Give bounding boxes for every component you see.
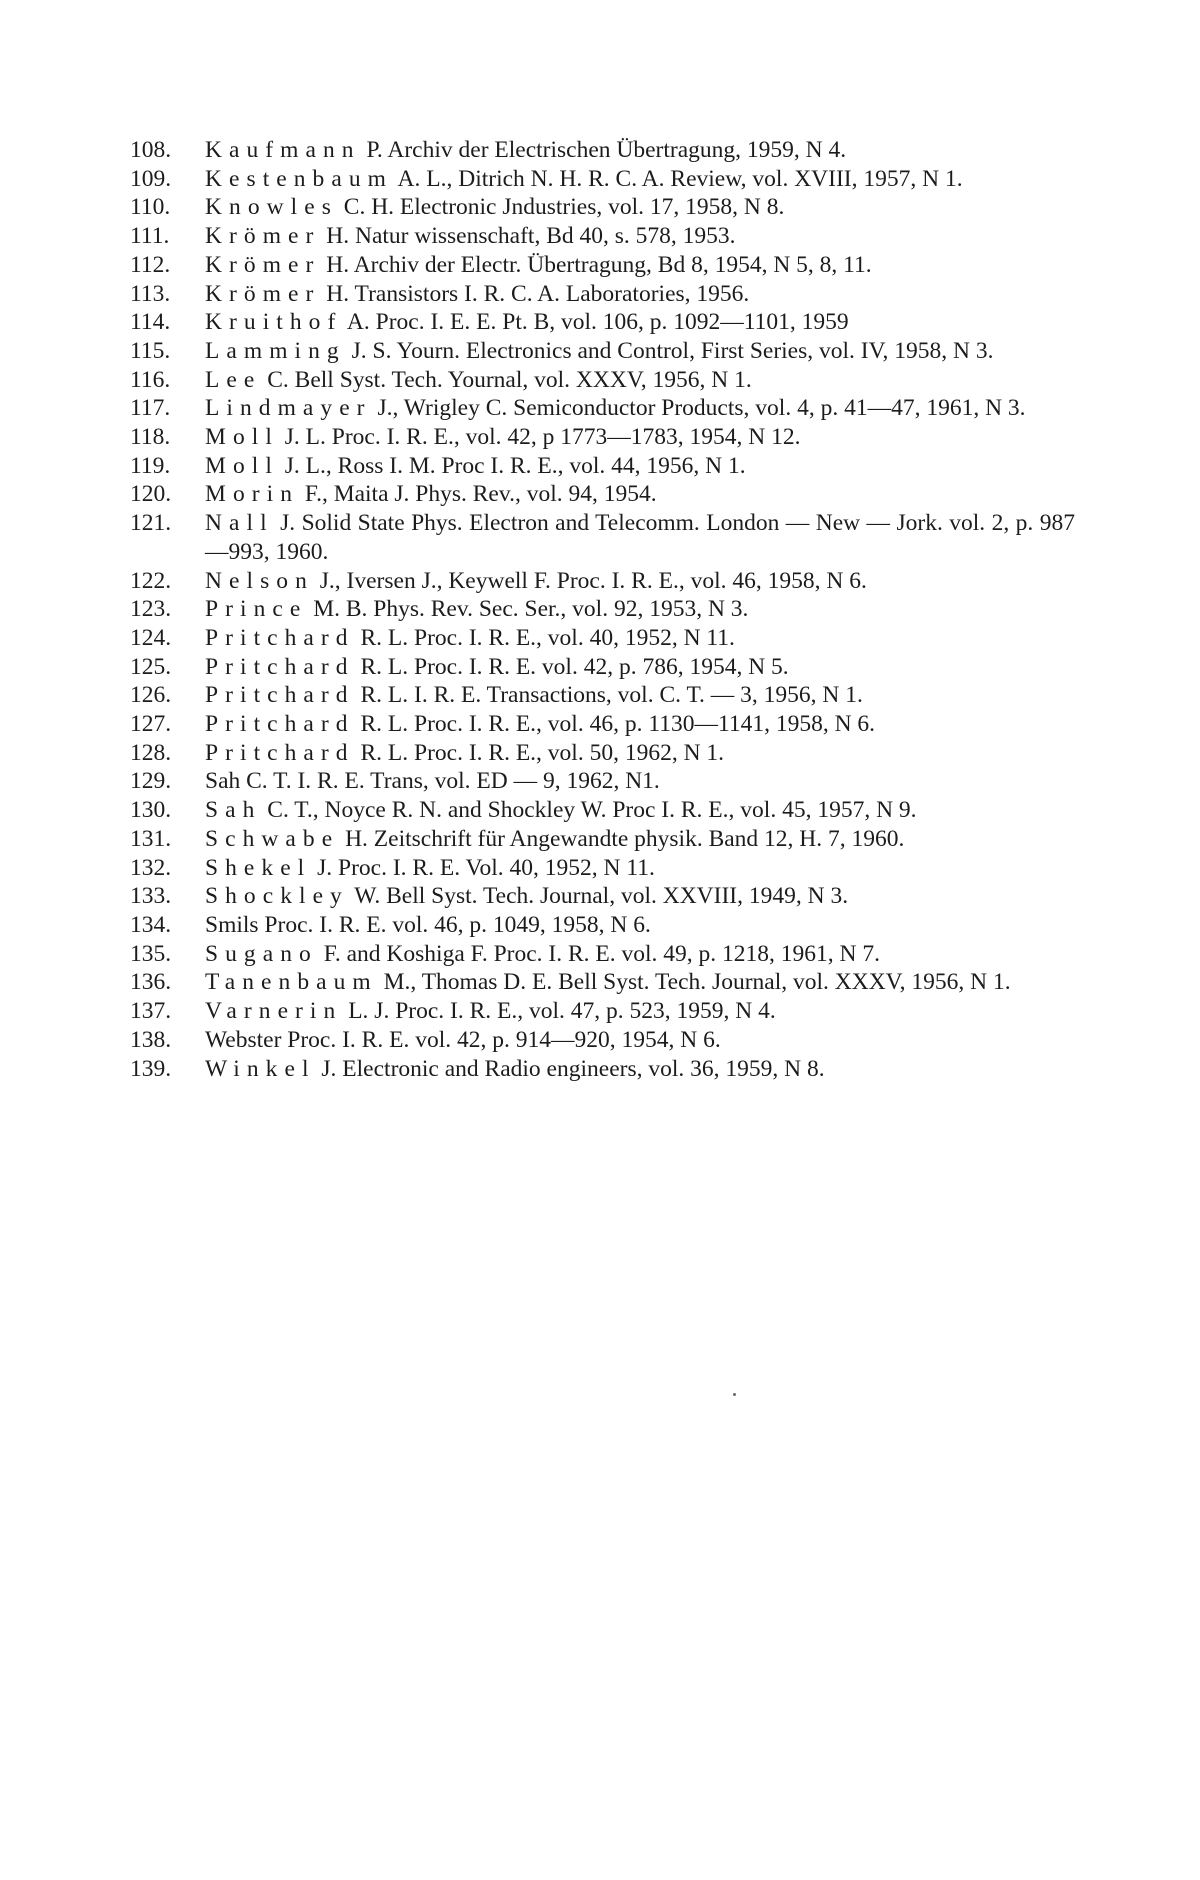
reference-details: R. L. Proc. I. R. E., vol. 40, 1952, N 11. [354,624,735,651]
reference-text [205,940,1075,969]
reference-number: 130. [130,797,172,824]
reference-author: Pritchard [205,682,355,709]
reference-item [130,681,1075,710]
reference-number: 139. [130,1055,172,1082]
reference-details: H. Natur wissenschaft, Bd 40, s. 578, 1953. [320,223,736,250]
reference-item [130,136,1075,165]
reference-number: 138. [130,1026,172,1053]
reference-text [205,567,1075,596]
reference-number: 136. [130,969,172,996]
reference-number: 117. [130,395,171,422]
reference-author: Kruithof [205,309,343,336]
reference-text [205,1055,1075,1084]
reference-item [130,480,1075,509]
reference-item [130,165,1075,194]
reference-item [130,767,1075,796]
reference-details: Smils Proc. I. R. E. vol. 46, p. 1049, 1958, N 6. [205,911,651,938]
reference-text [205,825,1075,854]
reference-item [130,796,1075,825]
reference-author: Shekel [205,854,312,881]
reference-details: P. Archiv der Electrischen Übertragung, 1959, N 4. [360,137,847,163]
reference-number: 122. [130,567,172,594]
reference-author: Varnerin [205,998,343,1025]
reference-item [130,1055,1075,1084]
reference-number: 121. [130,510,172,537]
reference-author: Pritchard [205,711,355,738]
reference-text [205,710,1075,739]
reference-item [130,423,1075,452]
reference-author: Schwabe [205,825,340,852]
reference-author: Nall [205,510,274,537]
reference-author: Krömer [205,251,321,278]
reference-number: 119. [130,452,171,479]
reference-number: 128. [130,739,172,766]
reference-item [130,968,1075,997]
reference-author: Lindmayer [205,395,372,422]
reference-text [205,280,1075,309]
reference-item [130,997,1075,1026]
reference-details: L. J. Proc. I. R. E., vol. 47, p. 523, 1959, N 4. [342,998,776,1025]
reference-details: C. H. Electronic Jndustries, vol. 17, 1958, N 8. [337,194,785,221]
reference-item [130,337,1075,366]
reference-text [205,165,1075,194]
reference-number: 135. [130,940,172,967]
reference-item [130,624,1075,653]
reference-author: Kaufmann [205,137,361,163]
reference-item [130,280,1075,309]
reference-number: 127. [130,711,172,738]
reference-text [205,136,1075,165]
reference-item [130,911,1075,940]
reference-number: 116. [130,366,171,393]
reference-text [205,452,1075,481]
reference-details: Webster Proc. I. R. E. vol. 42, p. 914—920, 1954, N 6. [205,1026,721,1053]
reference-item [130,882,1075,911]
reference-author: Krömer [205,223,321,250]
reference-details: Sah C. T. I. R. E. Trans, vol. ED — 9, 1962, N1. [205,768,660,795]
reference-details: C. T., Noyce R. N. and Shockley W. Proc I. R. E., vol. 45, 1957, N 9. [261,797,917,824]
reference-details: R. L. Proc. I. R. E., vol. 46, p. 1130—1141, 1958, N 6. [354,711,876,738]
reference-author: Krömer [205,280,321,307]
reference-text [205,796,1075,825]
reference-list [130,136,1075,1083]
reference-details: J. L., Ross I. M. Proc I. R. E., vol. 44, 1956, N 1. [278,452,746,479]
reference-item [130,825,1075,854]
reference-details: H. Archiv der Electr. Übertragung, Bd 8, 1954, N 5, 8, 11. [320,251,872,278]
reference-author: Moll [205,424,279,451]
reference-details: R. L. Proc. I. R. E., vol. 50, 1962, N 1. [354,739,725,766]
reference-author: Pritchard [205,653,355,680]
reference-text [205,1026,1075,1055]
reference-text [205,193,1075,222]
reference-author: Tanenbaum [205,969,378,996]
reference-details: J. Proc. I. R. E. Vol. 40, 1952, N 11. [311,854,655,881]
reference-author: Pritchard [205,624,355,651]
reference-number: 110. [130,194,171,221]
reference-number: 109. [130,165,172,192]
reference-details: W. Bell Syst. Tech. Journal, vol. XXVIII, 1949, N 3. [348,883,849,910]
reference-text [205,222,1075,251]
reference-item [130,509,1075,566]
reference-author: Sugano [205,940,318,967]
reference-item [130,567,1075,596]
reference-item [130,739,1075,768]
reference-text [205,595,1075,624]
reference-number: 125. [130,653,172,680]
reference-author: Morin [205,481,299,508]
reference-details: F., Maita J. Phys. Rev., vol. 94, 1954. [299,481,657,508]
reference-number: 124. [130,624,172,651]
reference-details: M., Thomas D. E. Bell Syst. Tech. Journal, vol. XXXV, 1956, N 1. [377,969,1011,996]
reference-details: J., Iversen J., Keywell F. Proc. I. R. E., vol. 46, 1958, N 6. [313,567,867,594]
reference-text [205,997,1075,1026]
reference-text [205,968,1075,997]
reference-details: F. and Koshiga F. Proc. I. R. E. vol. 49, p. 1218, 1961, N 7. [317,940,880,967]
reference-number: 120. [130,481,172,508]
reference-details: C. Bell Syst. Tech. Yournal, vol. XXXV, 1956, N 1. [261,366,752,393]
reference-details: H. Transistors I. R. C. A. Laboratories, 1956. [320,280,750,307]
reference-text [205,624,1075,653]
reference-number: 108. [130,137,172,163]
reference-number: 115. [130,337,171,364]
reference-number: 132. [130,854,172,881]
reference-details: J. L. Proc. I. R. E., vol. 42, p 1773—1783, 1954, N 12. [278,424,801,451]
reference-text [205,423,1075,452]
reference-number: 126. [130,682,172,709]
reference-text [205,854,1075,883]
reference-item [130,595,1075,624]
reference-details: J., Wrigley C. Semiconductor Products, vol. 4, p. 41—47, 1961, N 3. [371,395,1026,422]
reference-number: 137. [130,998,172,1025]
reference-item [130,193,1075,222]
reference-number: 113. [130,280,171,307]
reference-text [205,366,1075,395]
reference-author: Kestenbaum [205,165,393,192]
reference-author: Nelson [205,567,314,594]
reference-author: Sah [205,797,262,824]
reference-number: 114. [130,309,171,336]
reference-text [205,911,1075,940]
reference-item [130,366,1075,395]
reference-details: H. Zeitschrift für Angewandte physik. Band 12, H. 7, 1960. [339,825,905,852]
reference-text [205,480,1075,509]
reference-text [205,681,1075,710]
reference-text [205,653,1075,682]
reference-text [205,739,1075,768]
reference-text [205,767,1075,796]
reference-author: Lamming [205,337,346,364]
reference-details: A. Proc. I. E. E. Pt. B, vol. 106, p. 1092—1101, 1959 [342,309,849,336]
reference-item [130,222,1075,251]
reference-author: Knowles [205,194,338,221]
reference-text [205,882,1075,911]
reference-details: M. B. Phys. Rev. Sec. Ser., vol. 92, 1953, N 3. [307,596,749,623]
reference-number: 123. [130,596,172,623]
page-mark [733,1393,736,1396]
reference-details: R. L. Proc. I. R. E. vol. 42, p. 786, 1954, N 5. [354,653,789,680]
reference-number: 118. [130,424,171,451]
reference-details: J. Solid State Phys. Electron and Telecomm. London — New — Jork. vol. 2, p. 987—993, 1960. [205,510,1075,565]
reference-number: 112. [130,251,171,278]
reference-number: 133. [130,883,172,910]
reference-number: 131. [130,825,172,852]
reference-text [205,509,1075,566]
reference-item [130,710,1075,739]
reference-author: Lee [205,366,262,393]
reference-details: A. L., Ditrich N. H. R. C. A. Review, vol. XVIII, 1957, N 1. [392,165,963,192]
reference-author: Shockley [205,883,349,910]
reference-number: 111. [130,223,170,250]
reference-item [130,251,1075,280]
reference-item [130,308,1075,337]
reference-item [130,940,1075,969]
reference-item [130,452,1075,481]
reference-details: J. S. Yourn. Electronics and Control, First Series, vol. IV, 1958, N 3. [345,337,994,364]
reference-text [205,394,1075,423]
reference-number: 129. [130,768,172,795]
reference-item [130,394,1075,423]
reference-text [205,337,1075,366]
reference-item [130,653,1075,682]
reference-text [205,251,1075,280]
reference-item [130,854,1075,883]
reference-author: Winkel [205,1055,316,1082]
reference-number: 134. [130,911,172,938]
reference-author: Moll [205,452,279,479]
reference-text [205,308,1075,337]
reference-item [130,1026,1075,1055]
reference-author: Pritchard [205,739,355,766]
reference-details: J. Electronic and Radio engineers, vol. 36, 1959, N 8. [315,1055,825,1082]
reference-author: Prince [205,596,308,623]
reference-details: R. L. I. R. E. Transactions, vol. C. T. — 3, 1956, N 1. [354,682,863,709]
